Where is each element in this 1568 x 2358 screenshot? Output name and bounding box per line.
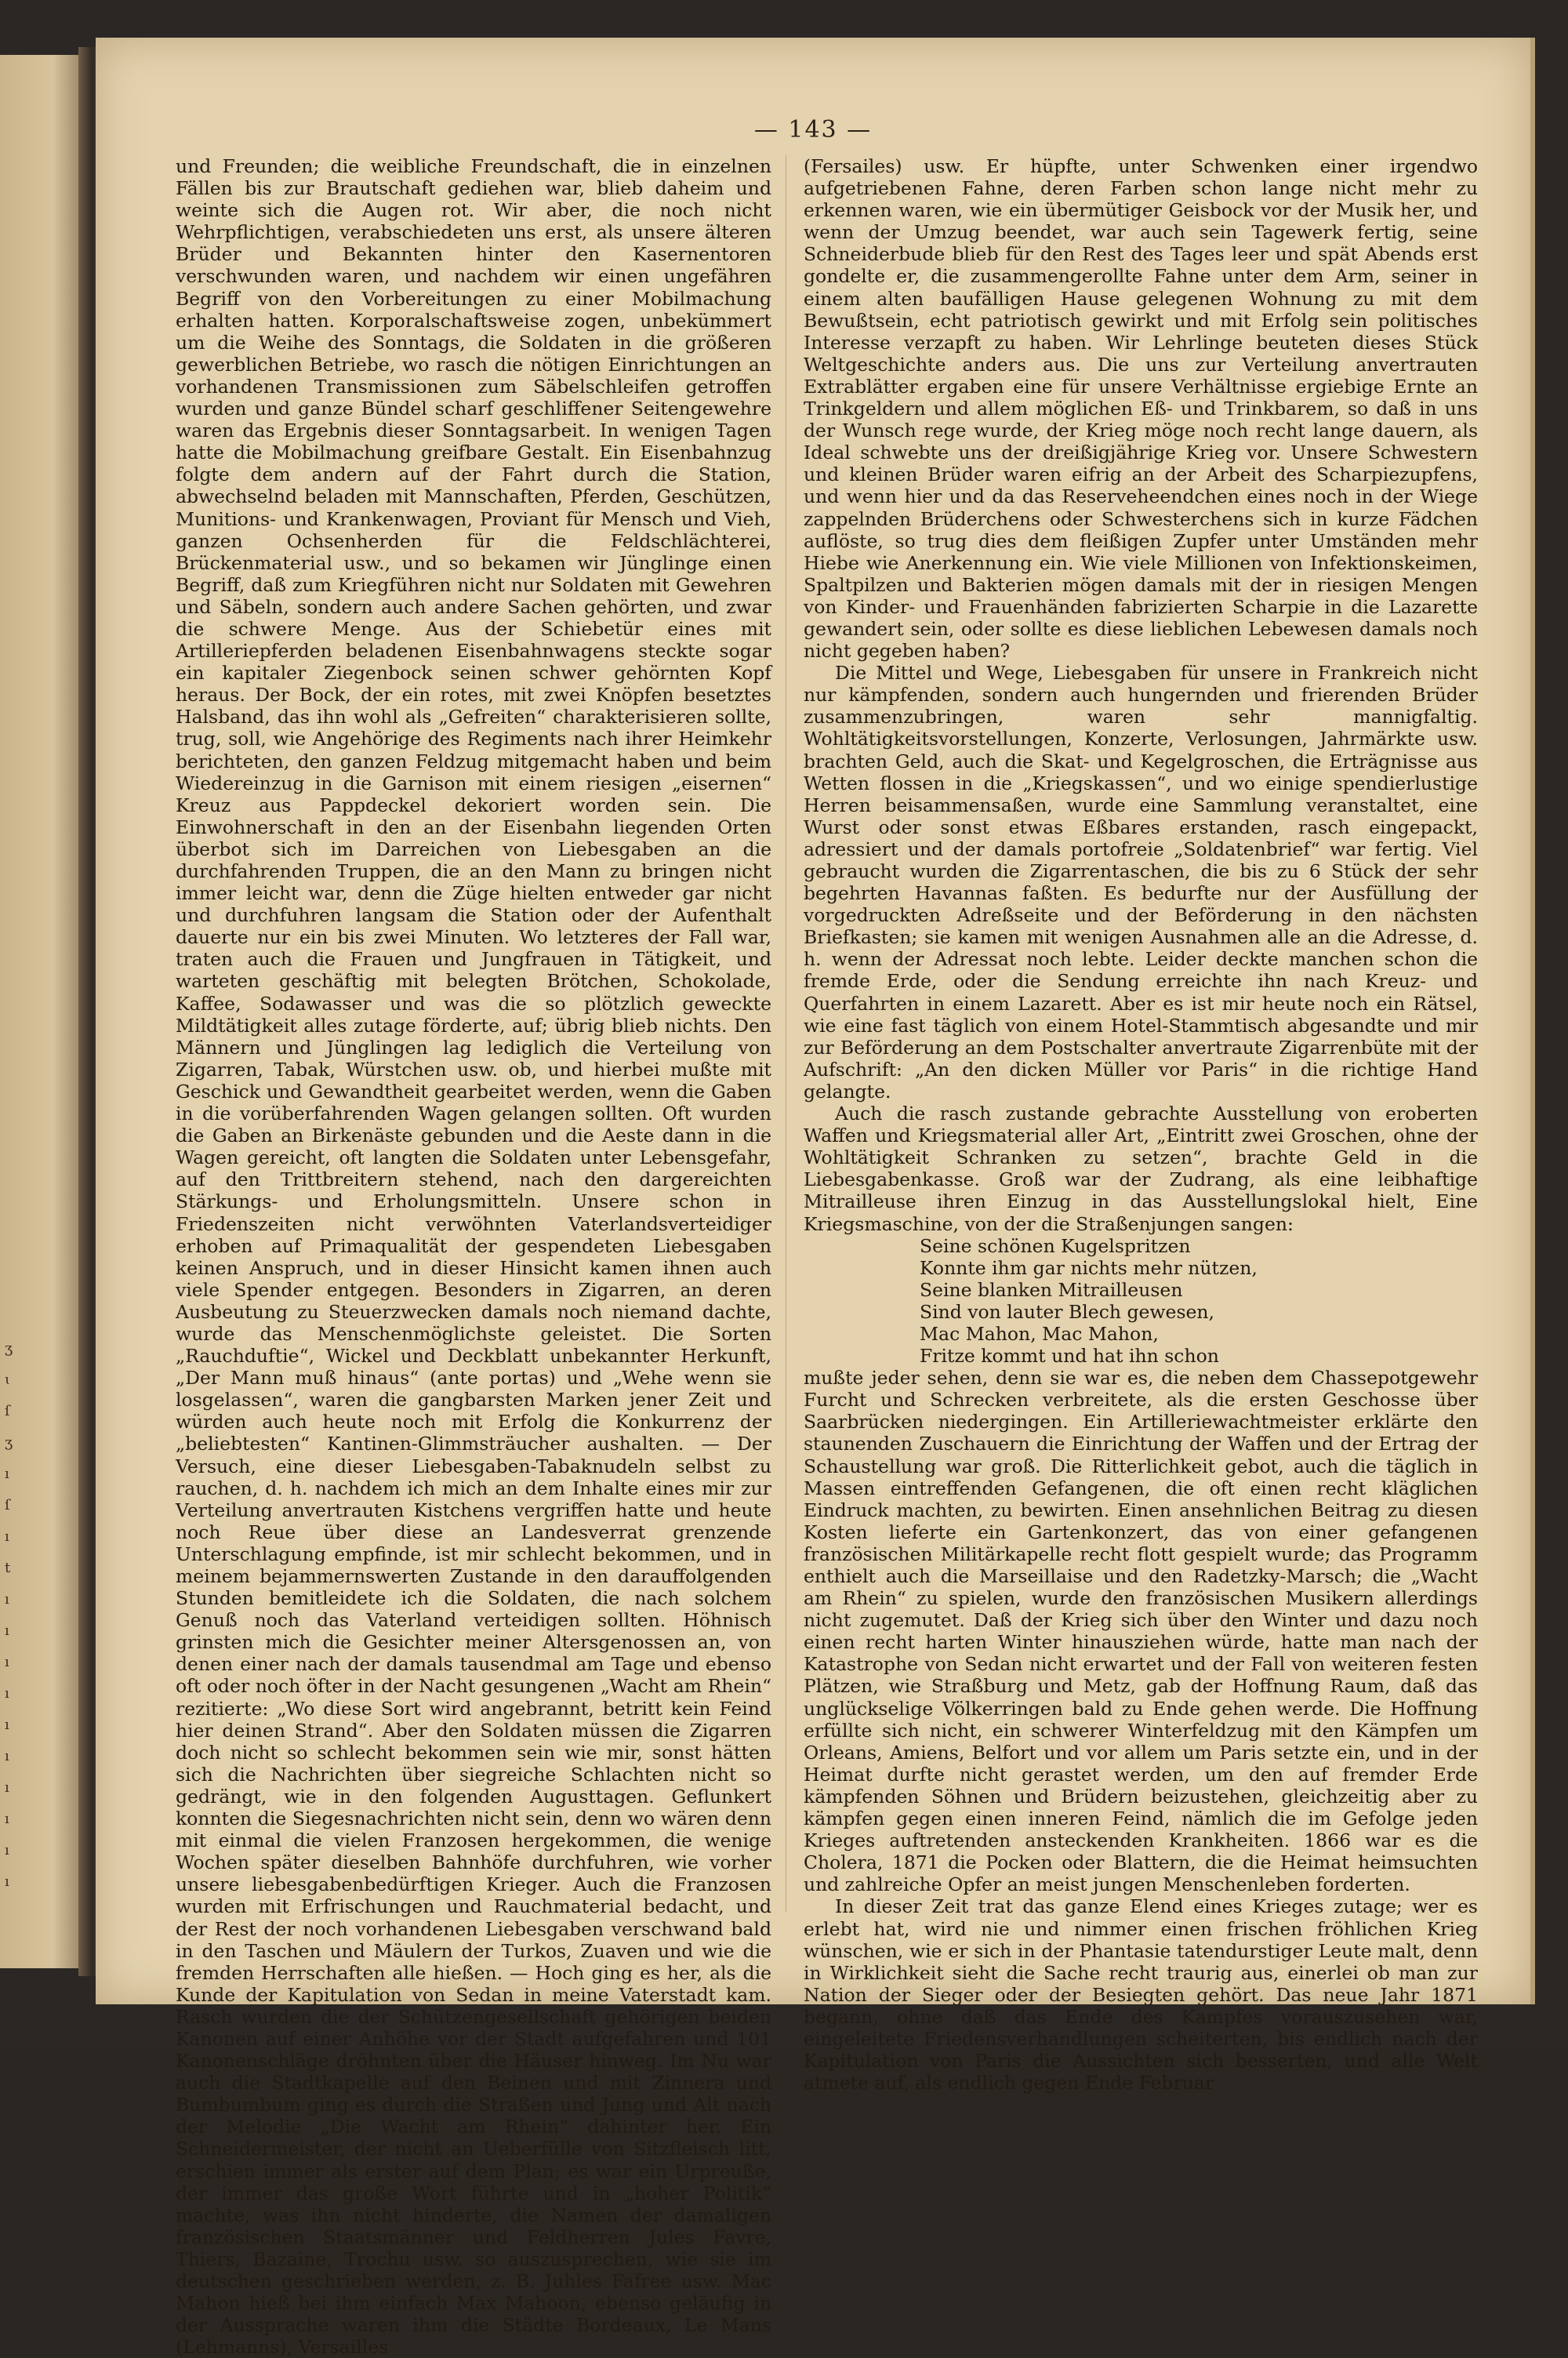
previous-page-glyph: ı: [5, 1685, 9, 1702]
verse-line: Sind von lauter Blech gewesen,: [920, 1300, 1215, 1323]
previous-page-glyph: ı: [5, 1779, 9, 1796]
previous-page-glyph: t: [5, 1560, 11, 1576]
page-number: — 143 —: [753, 116, 873, 144]
previous-page-glyph: ı: [5, 1654, 9, 1670]
right-column: [804, 155, 1478, 2094]
left-column-paragraph: und Freunden; die weibliche Freundschaft, die in einzelnen Fällen bis zur Brautschaft gediehen war, blieb daheim und weinte sich die Augen rot. Wir aber, die noch nicht Wehrpflichtigen, verabschiedeten uns erst, als unsere älteren Brüder und Bekannten hinter den Kasernentoren verschwunden waren, und nachdem wir einen ungefähren Begriff von den Vorbereitungen zu einer Mobilmachung erhalten hatten. Korporalschaftsweise zogen, unbekümmert um die Weihe des Sonntags, die Soldaten in die größeren gewerblichen Betriebe, wo rasch die nötigen Einrichtungen an vorhandenen Transmissionen zum Säbelschleifen getroffen wurden und ganze Bündel scharf geschliffener Seitengewehre waren das Ergebnis dieser Sonntagsarbeit. In wenigen Tagen hatte die Mobilmachung greifbare Gestalt. Ein Eisenbahnzug folgte dem andern auf der Fahrt durch die Station, abwechselnd beladen mit Mannschaften, Pferden, Geschützen, Munitions- und Krankenwagen, Proviant für Mensch und Vieh, ganzen Ochsenherden für die Feldschlächterei, Brückenmaterial usw., und so bekamen wir Jünglinge einen Begriff, daß zum Kriegführen nicht nur Soldaten mit Gewehren und Säbeln, sondern auch andere Sachen gehörten, und zwar die schwere Menge. Aus der Schiebetür eines mit Artilleriepferden beladenen Eisenbahnwagens steckte sogar ein kapitaler Ziegenbock seinen schwer gehörnten Kopf heraus. Der Bock, der ein rotes, mit zwei Knöpfen besetztes Halsband, das ihn wohl als „Gefreiten“ charakterisieren sollte, trug, soll, wie Angehörige des Regiments nach ihrer Heimkehr berichteten, den ganzen Feldzug mitgemacht haben und beim Wiedereinzug in die Garnison mit einem riesigen „eisernen“ Kreuz aus Pappdeckel dekoriert worden sein. Die Einwohnerschaft in den an der Eisenbahn liegenden Orten überbot sich im Darreichen von Liebesgaben an die durchfahrenden Truppen, die an den Mann zu bringen nicht immer leicht war, denn die Züge hielten entweder gar nicht und durchfuhren langsam die Station oder der Aufenthalt dauerte nur ein bis zwei Minuten. Wo letzteres der Fall war, traten auch die Frauen und Jungfrauen in Tätigkeit, und warteten geschäftig mit belegten Brötchen, Schokolade, Kaffee, Sodawasser und was die so plötzlich geweckte Mildtätigkeit alles zutage förderte, auf; übrig blieb nichts. Den Männern und Jünglingen lag lediglich die Verteilung von Zigarren, Tabak, Würstchen usw. ob, und hierbei mußte mit Geschick und Gewandtheit gearbeitet werden, wenn die Gaben in die vorüberfahrenden Wagen gelangen sollten. Oft wurden die Gaben an Birkenäste gebunden und die Aeste dann in die Wagen gereicht, oft langten die Soldaten unter Lebensgefahr, auf den Trittbreitern stehend, nach den dargereichten Stärkungs- und Erholungsmitteln. Unsere schon in Friedenszeiten nicht verwöhnten Vaterlandsverteidiger erhoben auf Primaqualität der gespendeten Liebesgaben keinen Anspruch, und in dieser Hinsicht kamen ihnen auch viele Spender entgegen. Besonders in Zigarren, an deren Ausbeutung zu Steuerzwecken damals noch niemand dachte, wurde das Menschenmöglichste geleistet. Die Sorten „Rauchduftie“, Wickel und Deckblatt unbekannter Herkunft, „Der Mann muß hinaus“ (ante portas) und „Wehe wenn sie losgelassen“, waren die gangbarsten Marken jener Zeit und würden auch heute noch mit Erfolg die Konkurrenz der „beliebtesten“ Kantinen-Glimmsträucher aushalten. — Der Versuch, eine dieser Liebesgaben-Tabaknudeln selbst zu rauchen, d. h. nachdem ich mich an dem Inhalte eines mir zur Verteilung anvertrauten Kistchens vergriffen hatte und heute noch Reue über diese an Landesverrat grenzende Unterschlagung empfinde, ist mir schlecht bekommen, und in meinem bejammernswerten Zustande in den darauffolgenden Stunden bemitleidete ich die Soldaten, die nach solchem Genuß noch das Vaterland verteidigen sollten. Höhnisch grinsten mich die Gesichter meiner Altersgenossen an, von denen einer nach der damals tausendmal am Tage und ebenso oft oder noch öfter in der Nacht gesungenen „Wacht am Rhein“ rezitierte: „Wo diese Sort wird angebrannt, betritt kein Feind hier deinen Strand“. Aber den Soldaten müssen die Zigarren doch nicht so schlecht bekommen sein wie mir, sonst hätten sich die Nachrichten über siegreiche Schlachten nicht so gedrängt, wie in den folgenden Augusttagen. Geflunkert konnten die Siegesnachrichten nicht sein, denn wo wären denn mit einmal die vielen Franzosen hergekommen, die wenige Wochen später dieselben Bahnhöfe durchfuhren, wie vorher unsere liebesgabenbedürftigen Krieger. Auch die Franzosen wurden mit Erfrischungen und Rauchmaterial bedacht, und der Rest der noch vorhandenen Liebesgaben verschwand bald in den Taschen und Mäulern der Turkos, Zuaven und wie die fremden Herrschaften alle hießen. — Hoch ging es her, als die Kunde der Kapitulation von Sedan in meine Vaterstadt kam. Rasch wurden die der Schützengesellschaft gehörigen beiden Kanonen auf einer Anhöhe vor der Stadt aufgefahren und 101 Kanonenschläge dröhnten über die Häuser hinweg. Im Nu war auch die Stadtkapelle auf den Beinen und mit Zinnera und Bumbumbum ging es durch die Straßen und Jung und Alt nach der Melodie „Die Wacht am Rhein“ dahinter her. Ein Schneidermeister, der nicht an Ueberfülle von Sitzfleisch litt, erschien immer als erster auf dem Plan; es war ein Urpreuße, der immer das große Wort führte und in „hoher Politik“ machte, was ihn nicht hinderte, die Namen der damaligen französischen Staatsmänner und Feldherren Jules Favre, Thiers, Bazaine, Trochu usw. so auszusprechen, wie sie im deutschen geschrieben werden, z. B. Juhles Fafree usw. Mac Mahon hieß bei ihm einfach Max Mahoon, ebenso geläufig in der Aussprache waren ihm die Städte Bordeaux, Le Mans (Lehmanns), Versailles: [176, 155, 771, 2358]
previous-page-glyph: ʒ: [5, 1434, 13, 1451]
verse-line: Konnte ihm gar nichts mehr nützen,: [920, 1256, 1258, 1279]
right-paragraph-2: Die Mittel und Wege, Liebesgaben für unsere in Frankreich nicht nur kämpfenden, sondern auch hungernden und frierenden Brüder zusammenzubringen, waren sehr mannigfaltig. Wohltätigkeitsvorstellungen, Konzerte, Verlosungen, Jahrmärkte usw. brachten Geld, auch die Skat- und Kegelgroschen, die Erträgnisse aus Wetten flossen in die „Kriegskassen“, und wo einige spendierlustige Herren beisammensaßen, wurde eine Sammlung veranstaltet, eine Wurst oder sonst etwas Eßbares erstanden, rasch eingepackt, adressiert und der damals portofreie „Soldatenbrief“ war fertig. Viel gebraucht wurden die Zigarrentaschen, die bis zu 6 Stück der sehr begehrten Havannas faßten. Es bedurfte nur der Ausfüllung der vorgedruckten Adreßseite und der Beförderung in den nächsten Briefkasten; sie kamen mit wenigen Ausnahmen alle an die Adresse, d. h. wenn der Adressat noch lebte. Leider deckte manchen schon die fremde Erde, oder die Sendung erreichte ihn nach Kreuz- und Querfahrten in einem Lazarett. Aber es ist mir heute noch ein Rätsel, wie eine fast täglich von einem Hotel-Stammtisch abgesandte und mir zur Beförderung an dem Postschalter anvertraute Zigarrenbüte mit der Aufschrift: „An den dicken Müller vor Paris“ in die richtige Hand gelangte.: [804, 662, 1478, 1103]
previous-page-glyph: ɩ: [5, 1372, 11, 1388]
previous-page-glyph: ı: [5, 1528, 9, 1545]
previous-page-glyph: ı: [5, 1811, 9, 1827]
previous-page-glyph: ſ: [5, 1497, 10, 1513]
previous-page-glyph: ı: [5, 1842, 9, 1858]
song-verse: [920, 1235, 1478, 1368]
previous-page-text-fragments: [5, 1333, 14, 1898]
previous-page-glyph: ſ: [5, 1403, 10, 1419]
verse-line: Mac Mahon, Mac Mahon,: [920, 1322, 1159, 1345]
right-paragraph-3: Auch die rasch zustande gebrachte Ausstellung von eroberten Waffen und Kriegsmaterial aller Art, „Eintritt zwei Groschen, ohne der Wohltätigkeit Schranken zu setzen“, brachte Geld in die Liebesgabenkasse. Groß war der Zudrang, als eine leibhaftige Mitrailleuse ihren Einzug in das Ausstellungslokal hielt, Eine Kriegsmaschine, von der die Straßenjungen sangen:: [804, 1103, 1478, 1235]
right-paragraph-5: In dieser Zeit trat das ganze Elend eines Krieges zutage; wer es erlebt hat, wird nie und nimmer einen frischen fröhlichen Krieg wünschen, wie er sich in der Phantasie tatendurstiger Leute malt, denn in Wirklichkeit sieht die Sache recht traurig aus, einerlei ob man zur Nation der Sieger oder der Besiegten gehört. Das neue Jahr 1871 begann, ohne daß das Ende des Kampfes vorauszusehen war, eingeleitete Friedensverhandlungen scheiterten, bis endlich nach der Kapitulation von Paris die Aussichten sich besserten, und alle Welt atmete auf, als endlich gegen Ende Februar: [804, 1895, 1478, 2095]
right-paragraph-4: mußte jeder sehen, denn sie war es, die neben dem Chassepotgewehr Furcht und Schrecken verbreitete, als die ersten Geschosse über Saarbrücken niedergingen. Ein Artilleriewachtmeister erklärte den staunenden Zuschauern die Einrichtung der Waffen und der Ertrag der Schaustellung war groß. Die Ritterlichkeit gebot, auch die täglich in Massen eintreffenden Gefangenen, die oft einen recht kläglichen Eindruck machten, zu bewirten. Einen ansehnlichen Beitrag zu diesen Kosten lieferte ein Gartenkonzert, das von einer gefangenen französischen Militärkapelle recht flott gespielt wurde; das Programm enthielt auch die Marseillaise und den Radetzky-Marsch; die „Wacht am Rhein“ zu spielen, wurde den französischen Musikern allerdings nicht zugemutet. Daß der Krieg sich über den Winter und dazu noch einen recht harten Winter hinausziehen würde, hatte man nach der Katastrophe von Sedan nicht erwartet und der Fall von weiteren festen Plätzen, wie Straßburg und Metz, gab der Hoffnung Raum, daß das unglückselige Völkerringen bald zu Ende gehen werde. Die Hoffnung erfüllte sich nicht, ein schwerer Winterfeldzug mit den Kämpfen um Orleans, Amiens, Belfort und vor allem um Paris setzte ein, und in der Heimat durfte nicht gerastet werden, um den auf fremder Erde kämpfenden Söhnen und Brüdern beizustehen, gleichzeitig aber zu kämpfen gegen einen inneren Feind, nämlich die im Gefolge jeden Krieges auftretenden ansteckenden Krankheiten. 1866 war es die Cholera, 1871 die Pocken oder Blattern, die die Heimat heimsuchten und zahlreiche Opfer an meist jungen Menschenleben forderten.: [804, 1367, 1478, 1896]
book-page: [96, 38, 1535, 2358]
previous-page-glyph: ı: [5, 1591, 9, 1608]
previous-page-glyph: ı: [5, 1717, 9, 1733]
verse-line: Seine blanken Mitrailleusen: [920, 1278, 1183, 1301]
verse-line: Seine schönen Kugelspritzen: [920, 1234, 1191, 1257]
previous-page-glyph: ı: [5, 1466, 9, 1482]
right-paragraph-1: (Fersailes) usw. Er hüpfte, unter Schwenken einer irgendwo aufgetriebenen Fahne, deren Farben schon lange nicht mehr zu erkennen waren, wie ein übermütiger Geisbock vor der Musik her, und wenn der Umzug beendet, war auch sein Tagewerk fertig, seine Schneiderbude blieb für den Rest des Tages leer und spät Abends erst gondelte er, die zusammengerollte Fahne unter dem Arm, seiner in einem alten baufälligen Hause gelegenen Wohnung zu mit dem Bewußtsein, echt patriotisch gewirkt und mit Erfolg sein politisches Interesse verzapft zu haben. Wir Lehrlinge beuteten dieses Stück Weltgeschichte anders aus. Die uns zur Verteilung anvertrauten Extrablätter ergaben eine für unsere Verhältnisse ergiebige Ernte an Trinkgeldern und allem möglichen Eß- und Trinkbarem, so daß in uns der Wunsch rege wurde, der Krieg möge noch recht lange dauern, als Ideal schwebte uns der dreißigjährige Krieg vor. Unsere Schwestern und kleinen Brüder waren eifrig an der Arbeit des Scharpiezupfens, und wenn hier und da das Reserveheendchen eines noch in der Wiege zappelnden Brüderchens oder Schwesterchens sich in kurze Fädchen auflöste, so trug dies dem fleißigen Zupfer unter Umständen mehr Hiebe wie Anerkennung ein. Wie viele Millionen von Infektionskeimen, Spaltpilzen und Bakterien mögen damals mit der in riesigen Mengen von Kinder- und Frauenhänden fabrizierten Scharpie in die Lazarette gewandert sein, oder sollte es diese lieblichen Lebewesen damals noch nicht gegeben haben?: [804, 155, 1478, 663]
previous-page-glyph: ı: [5, 1873, 9, 1890]
previous-page-glyph: ʒ: [5, 1340, 13, 1357]
previous-page-glyph: ı: [5, 1748, 9, 1764]
verse-line: Fritze kommt und hat ihn schon: [920, 1345, 1219, 1368]
left-column: [176, 155, 771, 2358]
previous-page-glyph: ı: [5, 1622, 9, 1639]
